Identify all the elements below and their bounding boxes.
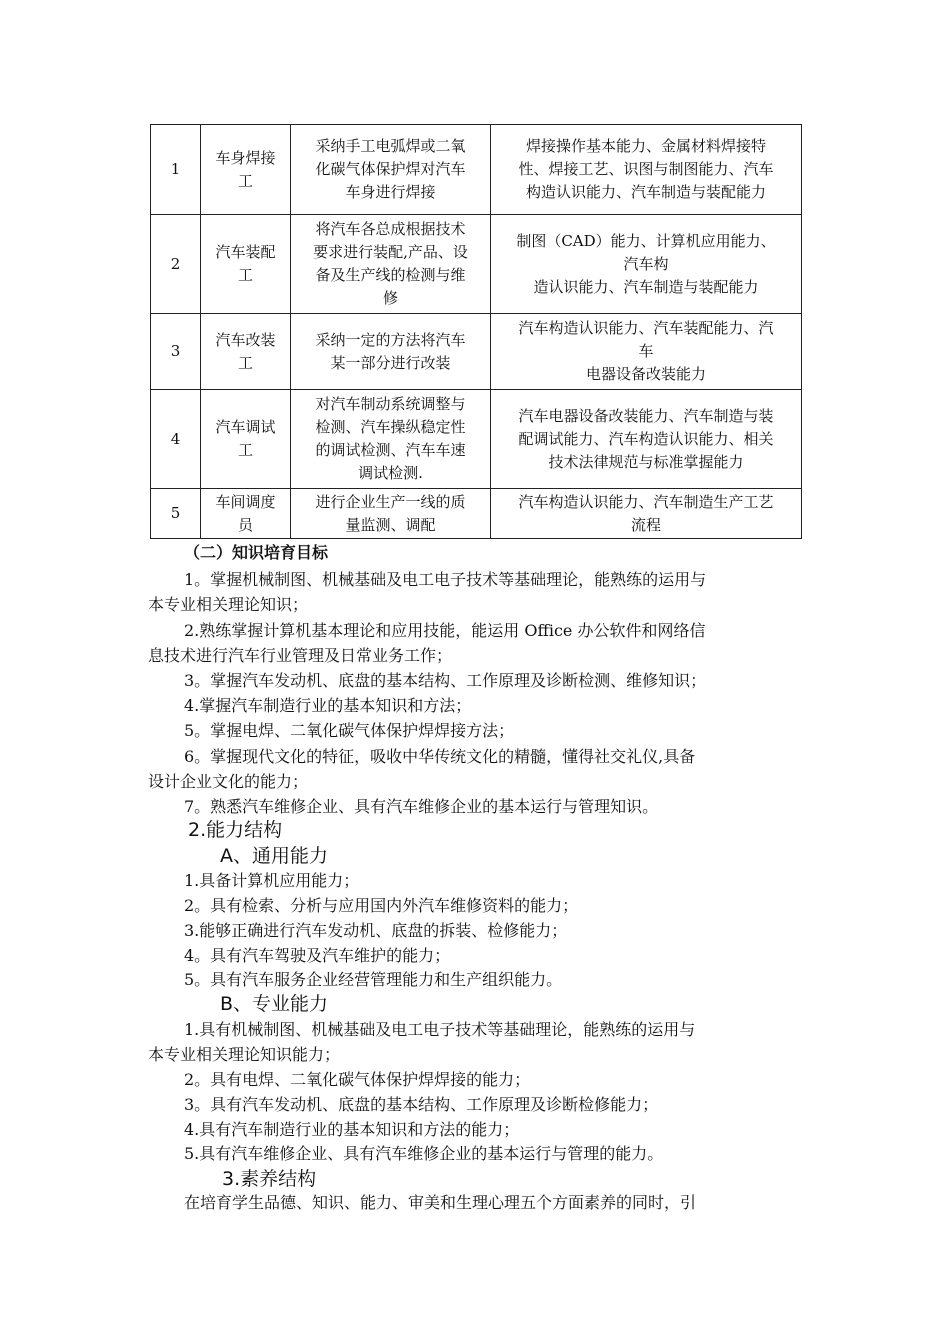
knowledge-item-2-line-2: 息技术进行汽车行业管理及日常业务工作；: [148, 646, 453, 665]
professional-ability-item-4: 4.具有汽车制造行业的基本知识和方法的能力；: [184, 1120, 520, 1139]
knowledge-item-6-line-2: 设计企业文化的能力；: [148, 772, 309, 791]
job-title: 车间调度 员: [201, 489, 291, 539]
row-number: 5: [151, 489, 201, 539]
knowledge-item-3: 3。掌握汽车发动机、底盘的基本结构、工作原理及诊断检测、维修知识；: [184, 671, 707, 690]
general-ability-item-5: 5。具有汽车服务企业经营管理能力和生产组织能力。: [184, 970, 563, 989]
knowledge-item-7: 7。熟悉汽车维修企业、具有汽车维修企业的基本运行与管理知识。: [184, 797, 659, 816]
knowledge-item-6-line-1: 6。掌握现代文化的特征，吸收中华传统文化的精髓，懂得社交礼仪,具备: [184, 747, 696, 766]
quality-paragraph: 在培育学生品德、知识、能力、审美和生理心理五个方面素养的同时，引: [184, 1193, 697, 1212]
professional-ability-heading: B、专业能力: [220, 993, 329, 1015]
required-abilities: 汽车构造认识能力、汽车制造生产工艺 流程: [491, 489, 802, 539]
professional-ability-item-5: 5.具有汽车维修企业、具有汽车维修企业的基本运行与管理的能力。: [184, 1144, 664, 1163]
professional-ability-item-1-line-1: 1.具有机械制图、机械基础及电工电子技术等基础理论，能熟练的运用与: [184, 1020, 696, 1039]
job-title: 汽车装配 工: [201, 215, 291, 314]
table-row: [151, 314, 802, 390]
quality-heading: 3.素养结构: [222, 1168, 317, 1190]
job-ability-table: [150, 124, 802, 539]
job-title: 汽车调试 工: [201, 390, 291, 489]
table-row: [151, 215, 802, 314]
knowledge-item-4: 4.掌握汽车制造行业的基本知识和方法；: [184, 696, 472, 715]
job-description: 进行企业生产一线的质 量监测、调配: [291, 489, 491, 539]
job-description: 采纳一定的方法将汽车 某一部分进行改装: [291, 314, 491, 390]
ability-heading: 2.能力结构: [188, 819, 283, 841]
general-ability-item-4: 4。具有汽车驾驶及汽车维护的能力；: [184, 946, 451, 965]
professional-ability-item-2: 2。具有电焊、二氧化碳气体保护焊焊接的能力；: [184, 1070, 531, 1089]
table-row: [151, 489, 802, 539]
general-ability-heading: A、通用能力: [220, 845, 328, 867]
row-number: 1: [151, 125, 201, 215]
job-description: 对汽车制动系统调整与 检测、汽车操纵稳定性 的调试检测、汽车车速 调试检测.: [291, 390, 491, 489]
row-number: 2: [151, 215, 201, 314]
professional-ability-item-3: 3。具有汽车发动机、底盘的基本结构、工作原理及诊断检修能力；: [184, 1095, 659, 1114]
job-description: 将汽车各总成根据技术 要求进行装配,产品、设 备及生产线的检测与维 修: [291, 215, 491, 314]
knowledge-item-2-line-1: 2.熟练掌握计算机基本理论和应用技能，能运用 Office 办公软件和网络信: [184, 621, 706, 640]
table-row: [151, 390, 802, 489]
required-abilities: 焊接操作基本能力、金属材料焊接特 性、焊接工艺、识图与制图能力、汽车 构造认识能力、汽车制造与装配能力: [491, 125, 802, 215]
professional-ability-item-1-line-2: 本专业相关理论知识能力；: [148, 1045, 341, 1064]
general-ability-item-2: 2。具有检索、分析与应用国内外汽车维修资料的能力；: [184, 896, 579, 915]
knowledge-heading: （二）知识培育目标: [184, 543, 329, 562]
knowledge-item-1-line-2: 本专业相关理论知识；: [148, 595, 309, 614]
job-title: 汽车改装 工: [201, 314, 291, 390]
general-ability-item-1: 1.具备计算机应用能力；: [184, 871, 360, 890]
general-ability-item-3: 3.能够正确进行汽车发动机、底盘的拆装、检修能力；: [184, 921, 568, 940]
knowledge-item-5: 5。掌握电焊、二氧化碳气体保护焊焊接方法；: [184, 721, 515, 740]
required-abilities: 汽车电器设备改装能力、汽车制造与装 配调试能力、汽车构造认识能力、相关 技术法律规范与标准掌握能力: [491, 390, 802, 489]
job-description: 采纳手工电弧焊或二氧 化碳气体保护焊对汽车 车身进行焊接: [291, 125, 491, 215]
required-abilities: 汽车构造认识能力、汽车装配能力、汽 车 电器设备改装能力: [491, 314, 802, 390]
required-abilities: 制图（CAD）能力、计算机应用能力、 汽车构 造认识能力、汽车制造与装配能力: [491, 215, 802, 314]
row-number: 4: [151, 390, 201, 489]
table-row: [151, 125, 802, 215]
row-number: 3: [151, 314, 201, 390]
knowledge-item-1-line-1: 1。掌握机械制图、机械基础及电工电子技术等基础理论，能熟练的运用与: [184, 570, 707, 589]
job-title: 车身焊接 工: [201, 125, 291, 215]
